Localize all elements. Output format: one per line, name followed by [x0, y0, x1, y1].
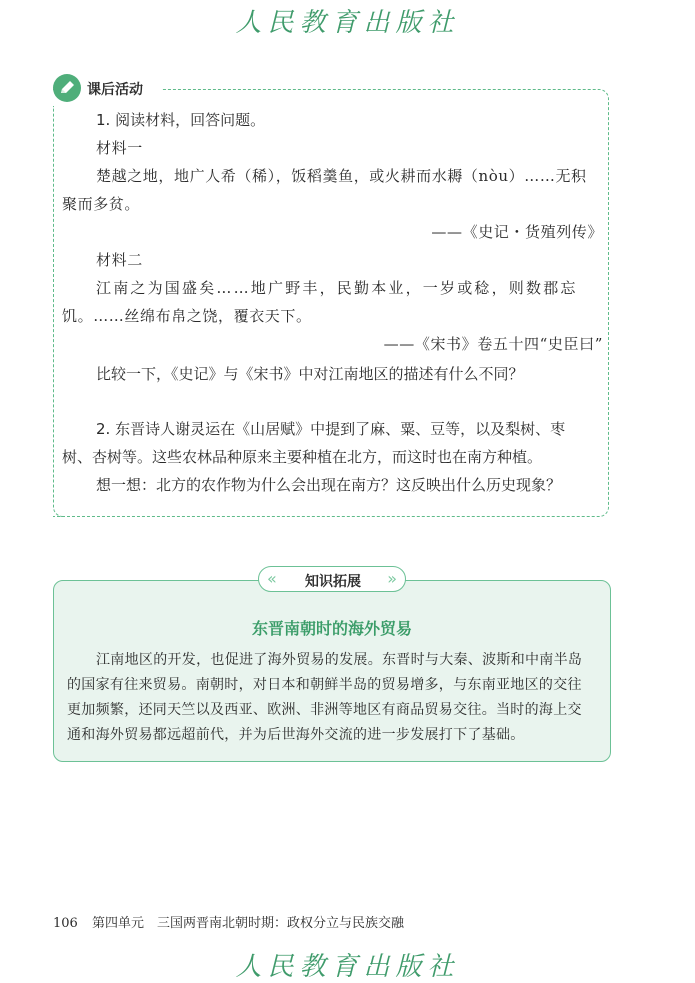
- material-1-line-2: 聚而多贫。: [62, 195, 141, 213]
- q2-line-2: 树、杏树等。这些农林品种原来主要种植在北方，而这时也在南方种植。: [62, 448, 543, 466]
- page-footer: [53, 912, 404, 931]
- activity-title: 课后活动: [87, 82, 143, 98]
- page-number: 106: [53, 916, 78, 931]
- q2-line-1: 2. 东晋诗人谢灵运在《山居赋》中提到了麻、粟、豆等，以及梨树、枣: [96, 420, 566, 438]
- material-1-line-1: 楚越之地，地广人希（稀），饭稻羹鱼，或火耕而水耨（nòu）……无积: [96, 167, 587, 185]
- knowledge-tab-label: 知识拓展: [305, 574, 361, 590]
- material-2-label: 材料二: [96, 251, 143, 269]
- knowledge-line-2: 的国家有往来贸易。南朝时，对日本和朝鲜半岛的贸易增多，与东南亚地区的交往: [67, 677, 582, 693]
- material-1-label: 材料一: [96, 139, 143, 157]
- material-2-source: ——《宋书》卷五十四“史臣曰”: [383, 335, 603, 353]
- double-chevron-left-icon: «: [267, 569, 277, 588]
- chapter-title: 第四单元 三国两晋南北朝时期：政权分立与民族交融: [91, 916, 404, 931]
- q1-intro: 1. 阅读材料，回答问题。: [96, 111, 266, 129]
- knowledge-title: 东晋南朝时的海外贸易: [251, 619, 412, 638]
- knowledge-line-1: 江南地区的开发，也促进了海外贸易的发展。东晋时与大秦、波斯和中南半岛: [96, 652, 583, 668]
- knowledge-tab: [258, 566, 406, 592]
- knowledge-line-4: 通和海外贸易都远超前代，并为后世海外交流的进一步发展打下了基础。: [67, 727, 525, 743]
- material-2-line-1: 江南之为国盛矣……地广野丰，民勤本业，一岁或稔，则数郡忘: [96, 279, 578, 297]
- double-chevron-right-icon: »: [387, 569, 397, 588]
- material-1-source: ——《史记・货殖列传》: [431, 223, 603, 241]
- pencil-icon: [53, 74, 81, 102]
- publisher-watermark-top: 人民教育出版社: [235, 8, 460, 38]
- material-2-line-2: 饥。……丝绵布帛之饶，覆衣天下。: [62, 307, 312, 325]
- q2-think: 想一想：北方的农作物为什么会出现在南方？这反映出什么历史现象？: [96, 476, 562, 494]
- publisher-watermark-bottom: 人民教育出版社: [235, 952, 460, 982]
- q1-question: 比较一下，《史记》与《宋书》中对江南地区的描述有什么不同？: [96, 365, 524, 383]
- knowledge-line-3: 更加频繁，还同天竺以及西亚、欧洲、非洲等地区有商品贸易交往。当时的海上交: [67, 702, 582, 718]
